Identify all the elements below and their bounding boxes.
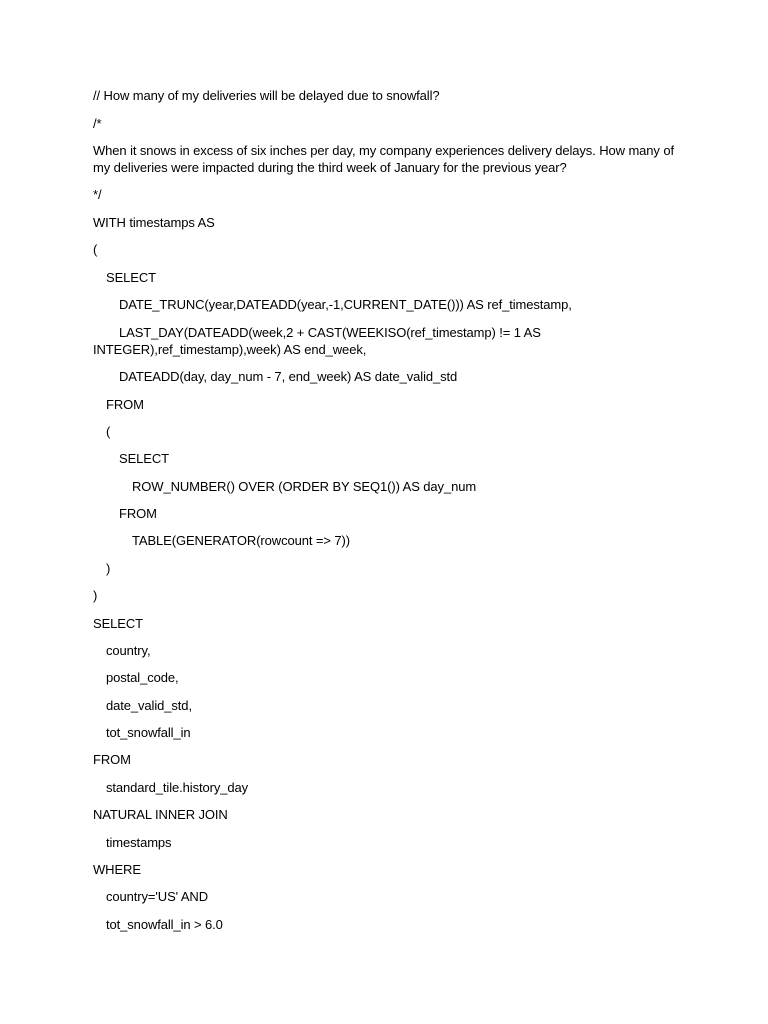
question-paragraph: When it snows in excess of six inches per day, my company experiences delivery delays. How many of my deliveries were impacted during the third week of January for the previous year? <box>93 143 674 175</box>
code-line: FROM <box>119 506 157 521</box>
code-line: SELECT <box>119 451 169 466</box>
code-line: timestamps <box>106 835 172 850</box>
code-line: tot_snowfall_in <box>106 725 191 740</box>
code-line: TABLE(GENERATOR(rowcount => 7)) <box>132 533 350 548</box>
code-line: country, <box>106 643 151 658</box>
code-line: tot_snowfall_in > 6.0 <box>106 917 223 932</box>
code-line: postal_code, <box>106 670 179 685</box>
code-line: ) <box>106 561 111 576</box>
code-line: SELECT <box>106 270 156 285</box>
code-line: WITH timestamps AS <box>93 215 215 230</box>
code-line: DATE_TRUNC(year,DATEADD(year,-1,CURRENT_DATE())) AS ref_timestamp, <box>119 297 572 312</box>
block-comment-close: */ <box>93 187 102 202</box>
code-line: SELECT <box>93 616 143 631</box>
code-line: standard_tile.history_day <box>106 780 249 795</box>
code-line: FROM <box>93 752 131 767</box>
code-line: DATEADD(day, day_num - 7, end_week) AS date_valid_std <box>119 369 458 384</box>
code-line: INTEGER),ref_timestamp),week) AS end_week, <box>93 342 367 357</box>
code-line: date_valid_std, <box>106 698 192 713</box>
block-comment-open: /* <box>93 116 102 131</box>
code-line: LAST_DAY(DATEADD(week,2 + CAST(WEEKISO(ref_timestamp) != 1 AS <box>119 325 541 340</box>
comment-line: // How many of my deliveries will be delayed due to snowfall? <box>93 88 440 103</box>
code-line: country='US' AND <box>106 889 208 904</box>
code-line: ( <box>93 242 98 257</box>
code-line: ) <box>93 588 98 603</box>
code-line: FROM <box>106 397 144 412</box>
code-line: WHERE <box>93 862 141 877</box>
code-line: ( <box>106 424 111 439</box>
code-line: NATURAL INNER JOIN <box>93 807 228 822</box>
code-line: ROW_NUMBER() OVER (ORDER BY SEQ1()) AS day_num <box>132 479 477 494</box>
